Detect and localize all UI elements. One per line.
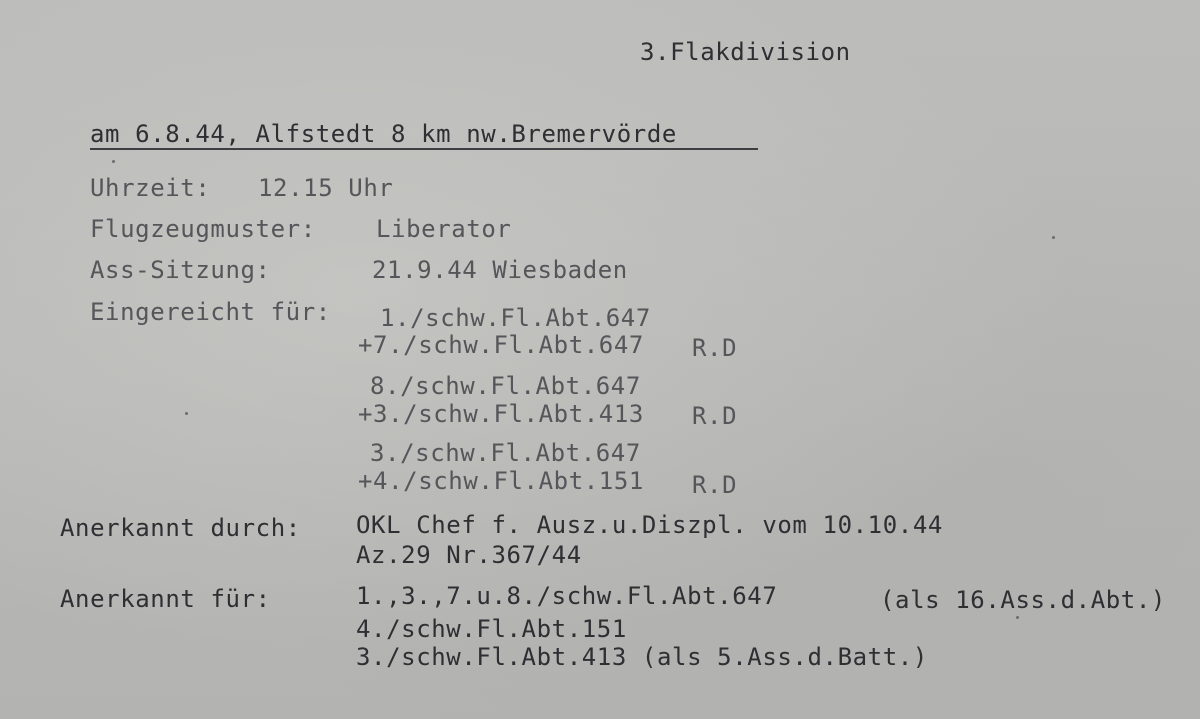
anerkannt-durch-line1: OKL Chef f. Ausz.u.Diszpl. vom 10.10.44 bbox=[356, 511, 943, 539]
rad-mark: R.D bbox=[692, 402, 738, 430]
eingereicht-item: 8./schw.Fl.Abt.647 bbox=[370, 372, 641, 400]
anerkannt-durch-line2: Az.29 Nr.367/44 bbox=[356, 541, 582, 569]
rad-mark: R.D bbox=[692, 471, 738, 499]
anerkannt-fuer-line1: 1.,3.,7.u.8./schw.Fl.Abt.647 bbox=[356, 582, 778, 610]
ass-sitzung-value: 21.9.44 Wiesbaden bbox=[372, 256, 628, 284]
anerkannt-fuer-note: (als 16.Ass.d.Abt.) bbox=[880, 586, 1166, 614]
uhrzeit-label: Uhrzeit: bbox=[90, 174, 211, 202]
rad-mark: R.D bbox=[692, 334, 738, 362]
event-title: am 6.8.44, Alfstedt 8 km nw.Bremervörde bbox=[90, 120, 677, 148]
eingereicht-item: +4./schw.Fl.Abt.151 bbox=[358, 467, 644, 495]
eingereicht-item: 3./schw.Fl.Abt.647 bbox=[370, 439, 641, 467]
eingereicht-item: +3./schw.Fl.Abt.413 bbox=[358, 400, 644, 428]
eingereicht-item: 1./schw.Fl.Abt.647 bbox=[380, 304, 651, 332]
flugzeug-value: Liberator bbox=[376, 215, 512, 243]
title-underline bbox=[90, 148, 758, 150]
eingereicht-label: Eingereicht für: bbox=[90, 298, 331, 326]
flugzeug-label: Flugzeugmuster: bbox=[90, 215, 316, 243]
anerkannt-fuer-line2: 4./schw.Fl.Abt.151 bbox=[356, 615, 627, 643]
eingereicht-item: +7./schw.Fl.Abt.647 bbox=[358, 331, 644, 359]
anerkannt-durch-label: Anerkannt durch: bbox=[60, 514, 301, 542]
paper-speck bbox=[185, 412, 188, 415]
paper-speck bbox=[1052, 236, 1055, 239]
ass-sitzung-label: Ass-Sitzung: bbox=[90, 256, 271, 284]
division-heading: 3.Flakdivision bbox=[640, 38, 851, 66]
anerkannt-fuer-line3: 3./schw.Fl.Abt.413 (als 5.Ass.d.Batt.) bbox=[356, 643, 928, 671]
anerkannt-fuer-label: Anerkannt für: bbox=[60, 585, 271, 613]
paper-speck bbox=[1016, 616, 1019, 619]
paper-speck bbox=[112, 160, 115, 163]
uhrzeit-value: 12.15 Uhr bbox=[258, 174, 394, 202]
